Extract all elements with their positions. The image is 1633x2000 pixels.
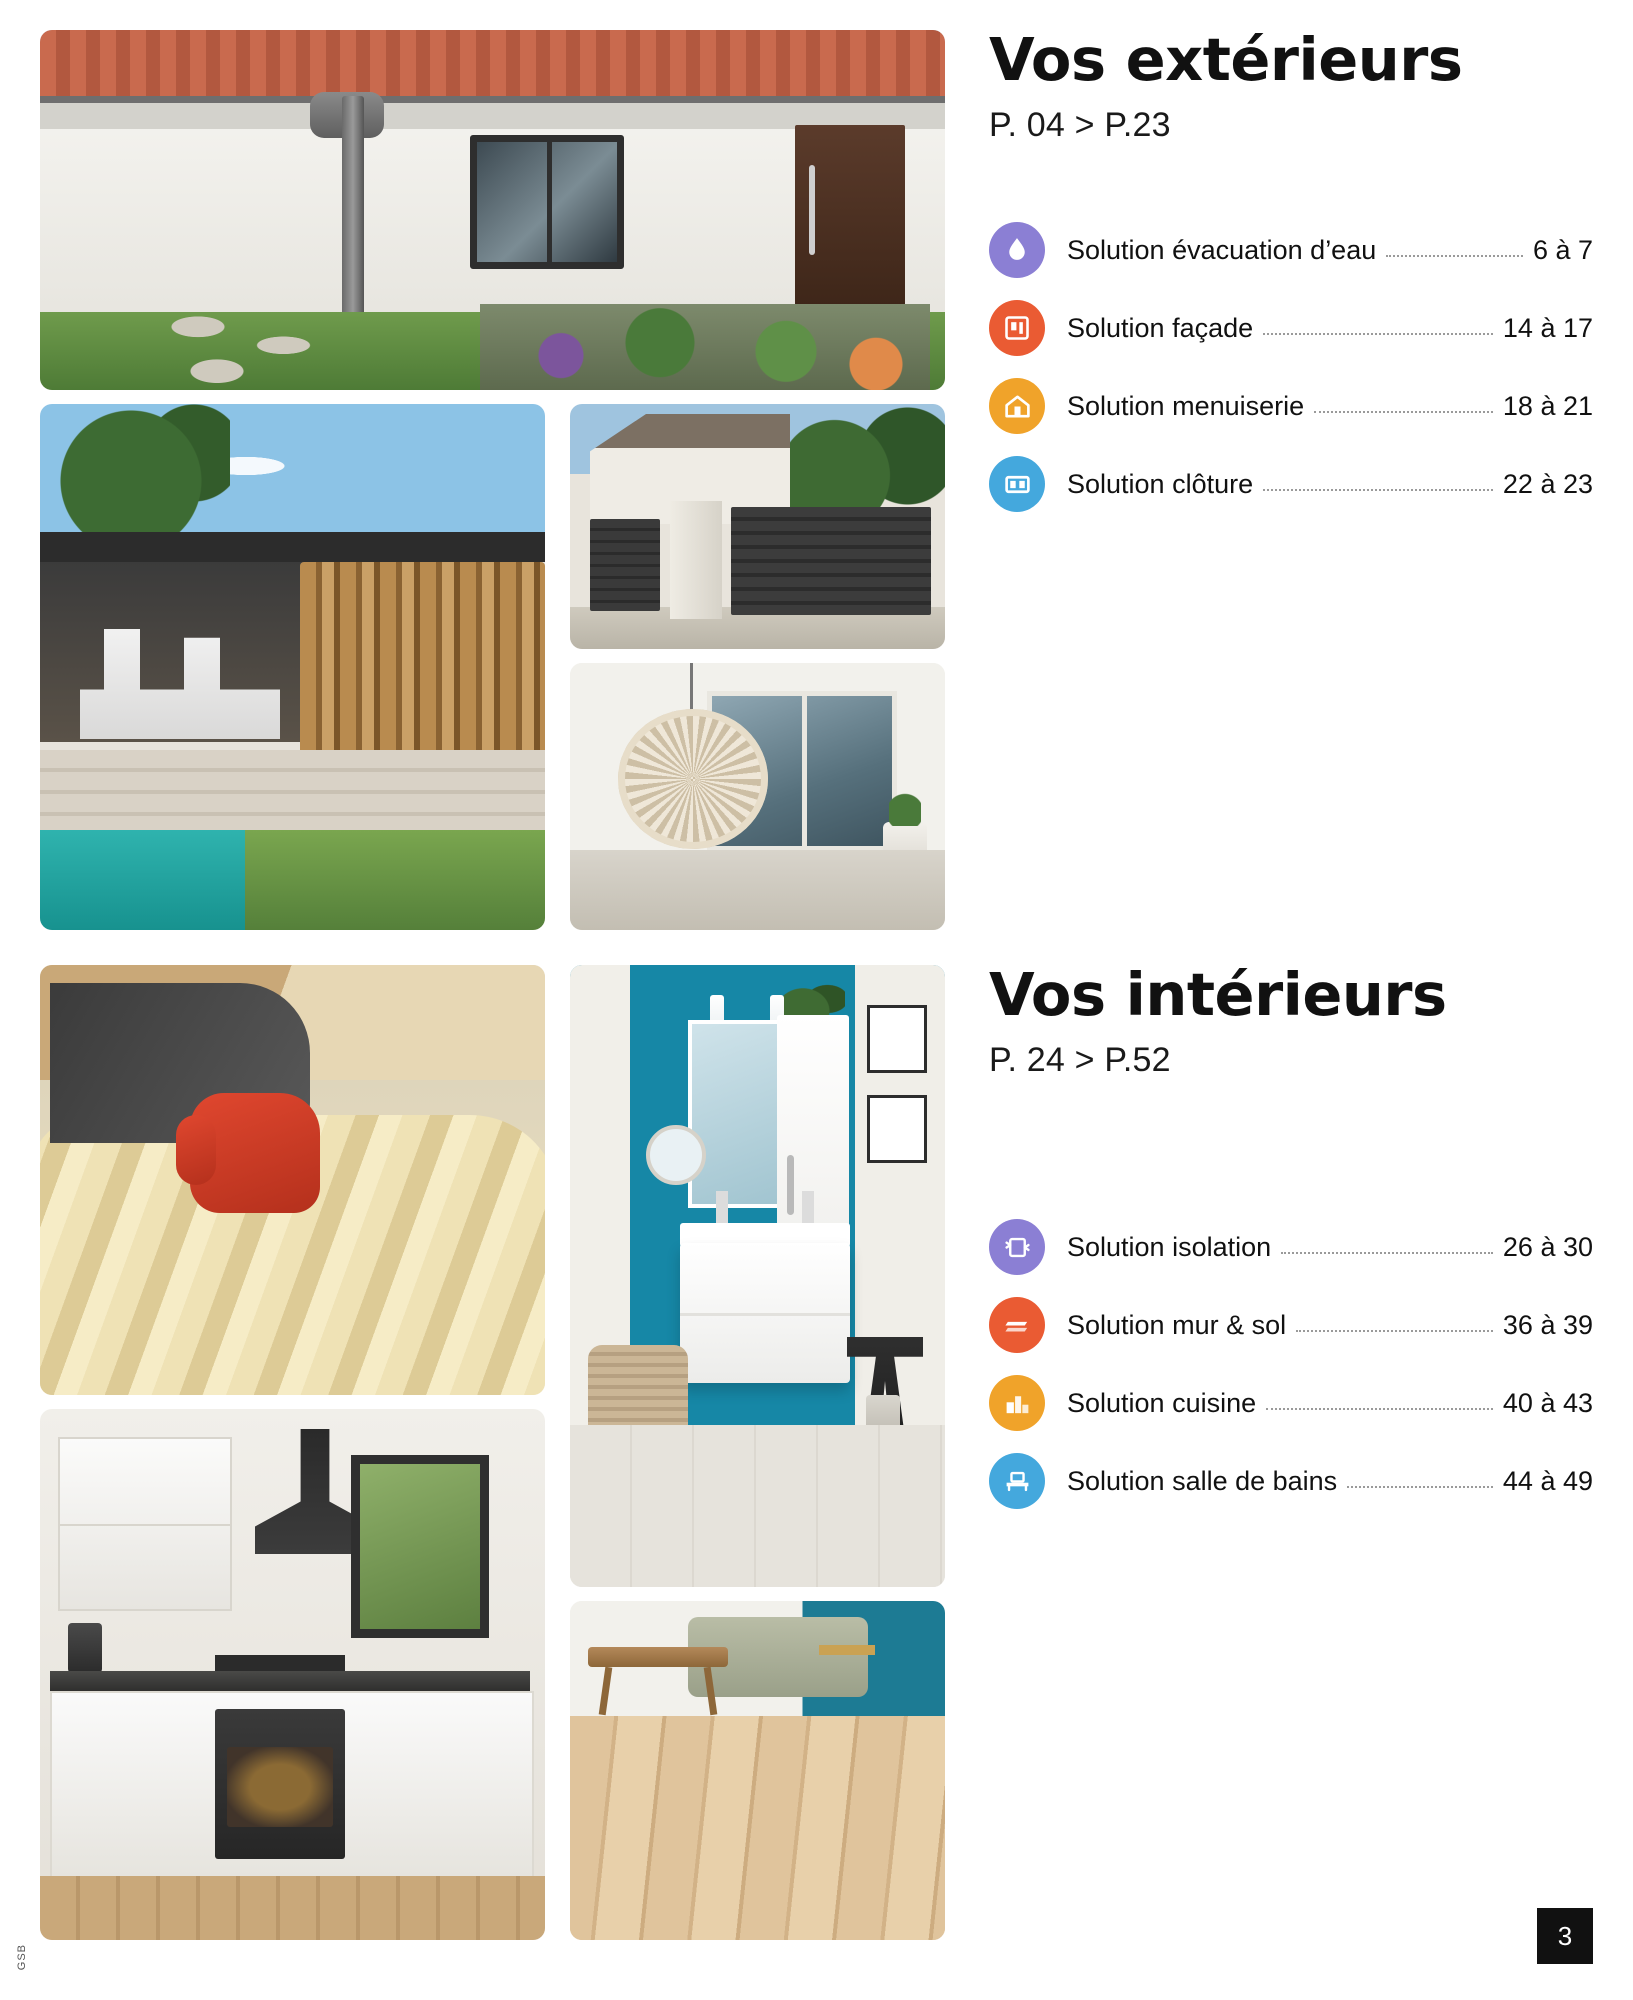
toc-interieurs: [971, 960, 1593, 1940]
tree-foliage: [50, 404, 230, 544]
leader-dots: [1347, 1486, 1493, 1488]
section-title-exterieurs: Vos extérieurs: [989, 25, 1463, 94]
toc-item-isolation[interactable]: [989, 1208, 1593, 1286]
toc-item-cuisine[interactable]: [989, 1364, 1593, 1442]
red-work-glove: [190, 1093, 320, 1213]
basin-tap: [802, 1191, 814, 1227]
toc-item-label: Solution façade: [1067, 312, 1254, 343]
section-page-range-exterieurs: P. 04 > P.23: [989, 106, 1171, 144]
toc-item-menuiserie[interactable]: [989, 367, 1593, 445]
toc-item-label: Solution salle de bains: [1067, 1465, 1338, 1496]
toc-item-pages: 36 à 39: [1502, 1309, 1593, 1340]
toc-exterieurs: [971, 25, 1593, 930]
leader-dots: [1296, 1330, 1493, 1332]
photo-hanging-chair-patio: [570, 663, 945, 930]
bathtub-icon: [989, 1453, 1045, 1509]
section-interieurs: [40, 960, 1593, 1940]
facade-icon: [989, 300, 1045, 356]
toc-item-pages: 26 à 30: [1502, 1231, 1593, 1262]
photo-house-facade-gutter: [40, 30, 945, 390]
lawn: [245, 830, 545, 930]
leader-dots: [1263, 489, 1493, 491]
toc-item-pages: 18 à 21: [1502, 390, 1593, 421]
photo-grid-exterieurs: [40, 30, 945, 930]
hanging-rope: [690, 663, 693, 711]
leader-dots: [1386, 255, 1523, 257]
toc-item-evacuation-eau[interactable]: [989, 211, 1593, 289]
wall-picture-frame: [867, 1095, 927, 1163]
corner-code: GSB: [16, 1943, 28, 1970]
toc-list-interieurs: [989, 1208, 1593, 1520]
toc-item-cloture[interactable]: [989, 445, 1593, 523]
toc-item-label: Solution clôture: [1067, 468, 1254, 499]
garden-stepping-stones: [160, 312, 350, 386]
section-title-interieurs: Vos intérieurs: [989, 960, 1447, 1029]
kitchen-window: [351, 1455, 489, 1638]
vanity-unit: [680, 1243, 850, 1383]
leader-dots: [1281, 1252, 1493, 1254]
photo-kitchen: [40, 1409, 545, 1940]
photo-dark-gate-fence: [570, 404, 945, 649]
leader-dots: [1263, 333, 1493, 335]
section-exterieurs: [40, 25, 1593, 930]
coffee-table: [588, 1647, 728, 1667]
wall-cabinet: [58, 1437, 232, 1611]
floor-board-icon: [989, 1297, 1045, 1353]
oven: [215, 1709, 345, 1859]
fence-icon: [989, 456, 1045, 512]
hanging-egg-chair: [618, 709, 768, 849]
downpipe: [342, 96, 364, 346]
terrace-roof: [40, 532, 545, 562]
laminate-floor: [570, 1716, 945, 1940]
toc-item-pages: 22 à 23: [1502, 468, 1593, 499]
gate-pillar: [670, 501, 722, 619]
photo-living-room-floor: [570, 1601, 945, 1940]
flower-bed: [480, 304, 930, 390]
toc-item-mur-sol[interactable]: [989, 1286, 1593, 1364]
side-table: [819, 1645, 875, 1655]
toc-item-facade[interactable]: [989, 289, 1593, 367]
kitchen-floor: [40, 1876, 545, 1940]
basin-tap: [716, 1191, 728, 1227]
pedestrian-gate: [590, 519, 660, 611]
small-appliance: [68, 1623, 102, 1673]
house-window: [470, 135, 624, 269]
toc-item-label: Solution cuisine: [1067, 1387, 1257, 1418]
toc-list-exterieurs: [989, 211, 1593, 523]
toc-item-pages: 6 à 7: [1532, 234, 1593, 265]
toc-item-pages: 44 à 49: [1502, 1465, 1593, 1496]
leader-dots: [1314, 411, 1493, 413]
house-door: [795, 125, 905, 325]
toc-item-label: Solution isolation: [1067, 1231, 1272, 1262]
roof-tiles: [40, 30, 945, 103]
toc-item-pages: 40 à 43: [1502, 1387, 1593, 1418]
wall-picture-frame: [867, 1005, 927, 1073]
house-door-icon: [989, 378, 1045, 434]
toc-item-salle-de-bains[interactable]: [989, 1442, 1593, 1520]
photo-grid-interieurs: [40, 965, 945, 1940]
photo-bathroom-teal: [570, 965, 945, 1587]
water-drop-icon: [989, 222, 1045, 278]
worktop: [50, 1671, 530, 1691]
page-number-badge: 3: [1537, 1908, 1593, 1964]
patio-floor: [570, 850, 945, 930]
bathroom-floor-tiles: [570, 1425, 945, 1587]
round-shaving-mirror: [646, 1125, 706, 1185]
section-page-range-interieurs: P. 24 > P.52: [989, 1041, 1171, 1079]
toc-item-label: Solution menuiserie: [1067, 390, 1305, 421]
toc-item-label: Solution mur & sol: [1067, 1309, 1287, 1340]
toc-item-label: Solution évacuation d’eau: [1067, 234, 1377, 265]
pool-deck: [40, 750, 545, 830]
main-gate: [731, 507, 931, 615]
photo-wood-slat-terrace-pool: [40, 404, 545, 930]
leader-dots: [1266, 1408, 1493, 1410]
insulation-icon: [989, 1219, 1045, 1275]
toc-item-pages: 14 à 17: [1502, 312, 1593, 343]
kitchen-icon: [989, 1375, 1045, 1431]
photo-insulation-roll: [40, 965, 545, 1395]
